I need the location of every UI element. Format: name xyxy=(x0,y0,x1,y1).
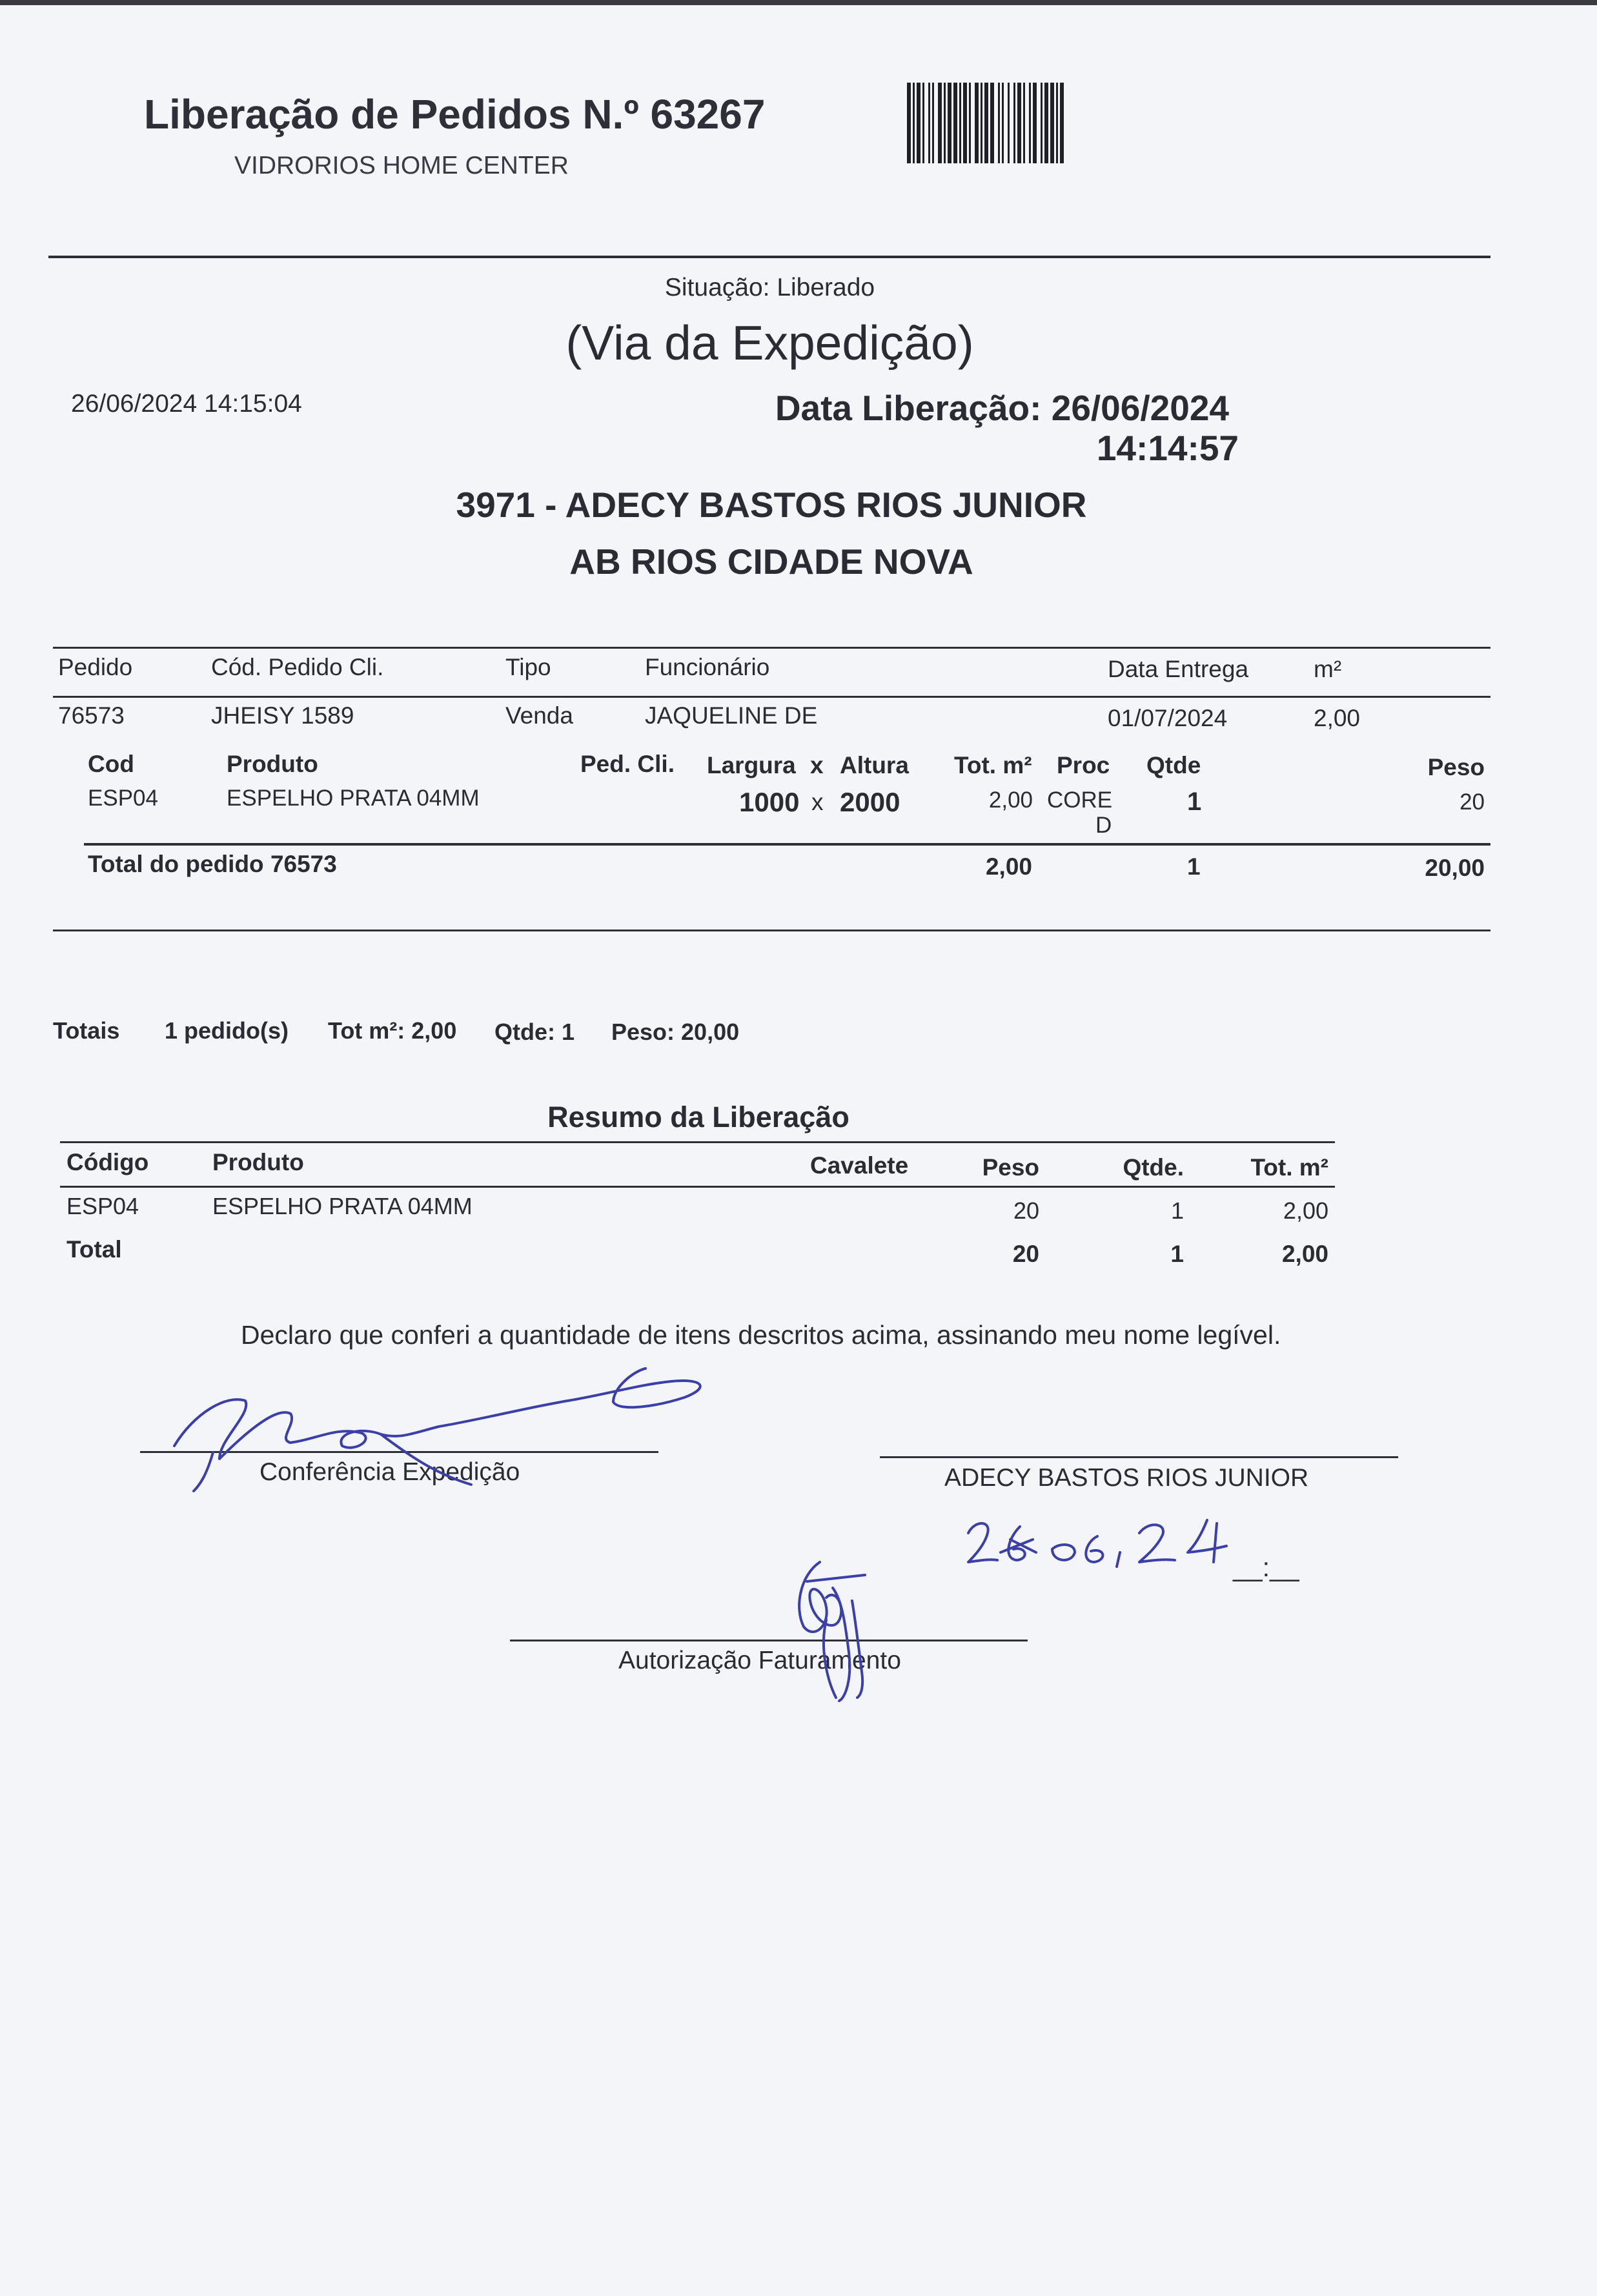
item-header-qtde: Qtde xyxy=(1146,752,1201,778)
totals-label: Totais xyxy=(53,1017,120,1044)
barcode-bar xyxy=(1008,83,1010,163)
order-table-bottom-rule xyxy=(53,930,1490,931)
summary-header-codigo: Código xyxy=(66,1149,149,1175)
barcode-bar xyxy=(998,83,1000,163)
barcode-bar xyxy=(1023,83,1025,163)
barcode-bar xyxy=(990,83,994,163)
summary-header-cavalete: Cavalete xyxy=(810,1152,909,1179)
barcode-bar xyxy=(1029,83,1031,163)
header-divider xyxy=(48,256,1490,258)
item-header-cod: Cod xyxy=(88,751,134,777)
autorizacao-label: Autorização Faturamento xyxy=(618,1647,901,1674)
summary-header-tot-m2: Tot. m² xyxy=(1250,1154,1328,1181)
order-total-qtde: 1 xyxy=(1187,853,1201,880)
handwritten-date xyxy=(962,1514,1265,1578)
barcode-bar xyxy=(1017,83,1021,163)
item-header-ped-cli: Ped. Cli. xyxy=(580,751,675,777)
totals-qtde: Qtde: 1 xyxy=(494,1019,575,1045)
col-header-pedido: Pedido xyxy=(58,654,133,680)
summary-total-qtde: 1 xyxy=(1170,1241,1184,1267)
col-header-tipo: Tipo xyxy=(505,654,551,680)
declaration-text: Declaro que conferi a quantidade de itens descritos acima, assinando meu nome legível. xyxy=(241,1320,1281,1350)
item-header-tot-m2: Tot. m² xyxy=(954,752,1032,778)
barcode-bar xyxy=(1056,83,1058,163)
barcode-bar xyxy=(913,83,915,163)
date-time-blank: __:__ xyxy=(1233,1552,1299,1582)
item-proc-line2: D xyxy=(1095,813,1112,838)
item-header-proc: Proc xyxy=(1057,752,1110,778)
item-altura: 2000 xyxy=(840,787,900,817)
item-header-peso: Peso xyxy=(1427,754,1485,780)
item-qtde: 1 xyxy=(1187,787,1202,816)
barcode-bar xyxy=(944,83,946,163)
item-header-altura: Altura xyxy=(840,752,909,778)
summary-produto: ESPELHO PRATA 04MM xyxy=(212,1193,473,1219)
barcode-bar xyxy=(959,83,961,163)
col-header-data-entrega: Data Entrega xyxy=(1108,656,1249,682)
barcode-bar xyxy=(981,83,982,163)
barcode-bar xyxy=(932,83,934,163)
order-tipo: Venda xyxy=(505,702,573,729)
document-title: Liberação de Pedidos N.º 63267 xyxy=(144,91,766,137)
item-peso: 20 xyxy=(1460,789,1485,815)
barcode-bar xyxy=(938,83,942,163)
barcode-bar xyxy=(1002,83,1004,163)
col-header-cod-pedido-cli: Cód. Pedido Cli. xyxy=(211,654,384,680)
summary-header-rule xyxy=(60,1186,1335,1188)
client-signature-line xyxy=(880,1456,1398,1458)
barcode-icon xyxy=(907,83,1159,163)
summary-total-label: Total xyxy=(66,1236,122,1263)
company-name: VIDRORIOS HOME CENTER xyxy=(234,152,569,179)
totals-m2: Tot m²: 2,00 xyxy=(328,1017,457,1044)
barcode-bar xyxy=(1050,83,1054,163)
item-header-produto: Produto xyxy=(227,751,318,777)
status-text: Situação: Liberado xyxy=(664,274,875,301)
summary-title: Resumo da Liberação xyxy=(547,1101,849,1133)
summary-header-produto: Produto xyxy=(212,1149,304,1175)
order-cod-pedido-cli: JHEISY 1589 xyxy=(211,702,354,729)
barcode-bar xyxy=(969,83,971,163)
conferencia-handwritten-signature xyxy=(168,1362,723,1491)
client-name: 3971 - ADECY BASTOS RIOS JUNIOR xyxy=(456,485,1087,525)
barcode-bar xyxy=(1033,83,1037,163)
barcode-bar xyxy=(963,83,967,163)
barcode-bar xyxy=(1013,83,1015,163)
summary-total-tot-m2: 2,00 xyxy=(1281,1241,1328,1267)
release-date: Data Liberação: 26/06/2024 xyxy=(775,388,1229,428)
item-largura: 1000 xyxy=(739,787,800,817)
barcode-bar xyxy=(948,83,951,163)
barcode-bar xyxy=(1044,83,1048,163)
barcode-bar xyxy=(984,83,988,163)
order-total-peso: 20,00 xyxy=(1425,855,1485,881)
item-total-rule xyxy=(84,843,1490,846)
summary-total-peso: 20 xyxy=(1012,1241,1039,1267)
barcode-bar xyxy=(1041,83,1043,163)
summary-peso: 20 xyxy=(1013,1197,1039,1224)
conferencia-label: Conferência Expedição xyxy=(259,1458,520,1486)
item-tot-m2: 2,00 xyxy=(988,787,1033,813)
barcode-bar xyxy=(975,83,979,163)
release-time: 14:14:57 xyxy=(1096,428,1239,468)
totals-peso: Peso: 20,00 xyxy=(611,1019,740,1045)
client-signature-name: ADECY BASTOS RIOS JUNIOR xyxy=(944,1464,1309,1492)
barcode-bar xyxy=(1060,83,1064,163)
barcode-bar xyxy=(953,83,957,163)
item-header-largura: Largura xyxy=(707,752,796,778)
barcode-bar xyxy=(928,83,930,163)
summary-header-qtde: Qtde. xyxy=(1123,1154,1184,1181)
print-datetime: 26/06/2024 14:15:04 xyxy=(71,390,302,418)
summary-header-peso: Peso xyxy=(982,1154,1039,1181)
item-header-x: x xyxy=(810,752,824,778)
order-m2: 2,00 xyxy=(1314,705,1361,731)
totals-pedidos: 1 pedido(s) xyxy=(165,1017,289,1044)
copy-label: (Via da Expedição) xyxy=(565,316,974,370)
autorizacao-signature-line xyxy=(510,1640,1028,1641)
order-table-top-rule xyxy=(53,647,1490,649)
item-x: x xyxy=(811,789,824,815)
summary-codigo: ESP04 xyxy=(66,1193,139,1219)
order-pedido: 76573 xyxy=(58,702,125,729)
order-table-header-rule xyxy=(53,696,1490,698)
item-proc-line1: CORE xyxy=(1047,787,1113,813)
scan-edge xyxy=(0,0,1597,5)
barcode-bar xyxy=(907,83,911,163)
summary-qtde: 1 xyxy=(1170,1197,1184,1224)
item-produto: ESPELHO PRATA 04MM xyxy=(227,786,480,811)
barcode-bar xyxy=(917,83,921,163)
col-header-funcionario: Funcionário xyxy=(645,654,770,680)
item-cod: ESP04 xyxy=(88,786,158,811)
order-total-label: Total do pedido 76573 xyxy=(88,851,337,877)
barcode-bar xyxy=(922,83,924,163)
autorizacao-handwritten-signature xyxy=(781,1549,884,1704)
order-data-entrega: 01/07/2024 xyxy=(1108,705,1228,731)
summary-tot-m2: 2,00 xyxy=(1283,1197,1328,1224)
order-total-m2: 2,00 xyxy=(985,853,1032,880)
order-funcionario: JAQUELINE DE xyxy=(645,702,818,729)
client-store: AB RIOS CIDADE NOVA xyxy=(569,542,973,582)
summary-top-rule xyxy=(60,1141,1335,1143)
col-header-m2: m² xyxy=(1314,656,1342,682)
